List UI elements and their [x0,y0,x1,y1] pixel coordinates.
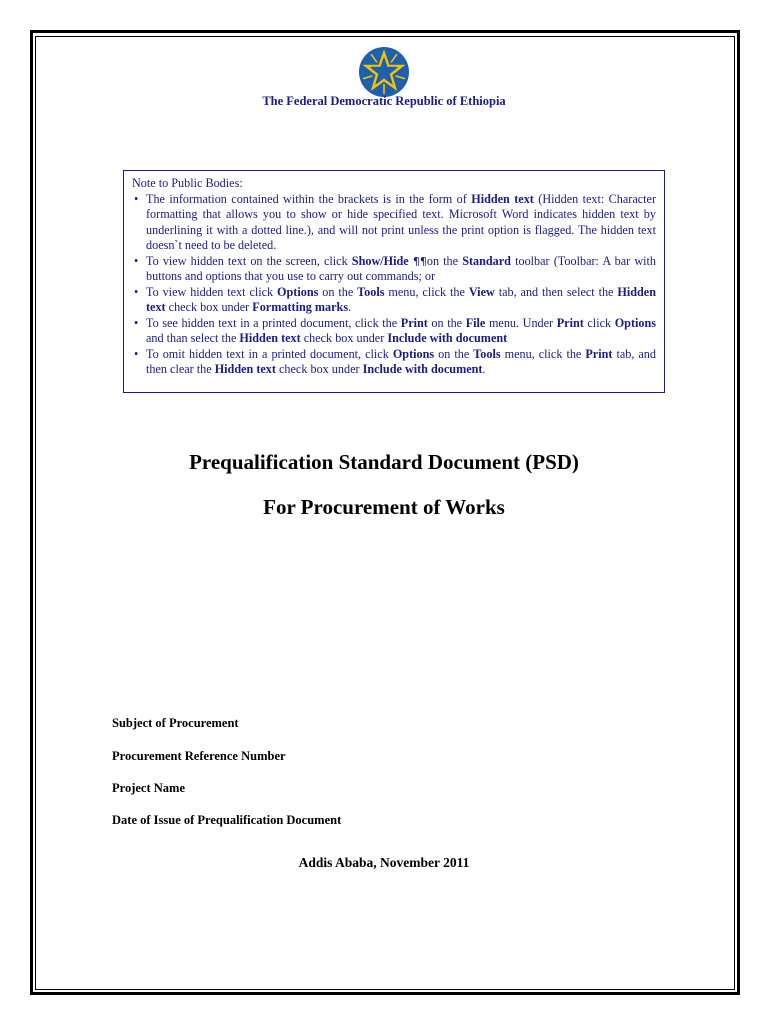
note-bold-term: Print [400,315,428,330]
note-bold-term: Options [614,315,657,330]
note-bold-term: Include with document [387,331,508,345]
note-bold-term: Tools [357,284,385,299]
note-text: check box under [275,362,363,376]
note-bold-term: Hidden text [239,331,301,345]
note-text: check box under [165,300,253,314]
note-title: Note to Public Bodies: [132,176,243,190]
document-title: Prequalification Standard Document (PSD) [189,450,579,474]
field-subject-of-procurement: Subject of Procurement [112,716,239,730]
note-text: tab, and then clear the [146,346,656,376]
note-text: click [583,315,615,330]
note-item [132,316,656,347]
note-bold-term: Hidden text [146,284,656,314]
note-text: tab, and then select the [494,284,618,299]
note-bold-term: Formatting marks [252,300,349,314]
note-item [132,347,656,378]
republic-name: The Federal Democratic Republic of Ethiopia [262,94,506,108]
note-text: (Hidden text: Character formatting that allows you to show or hide specified text. Microsoft Word indicates hidden text by underlining it with a dotted line.), and will not print unless the print option is flagged. The hidden text doesn`t need to be deleted. [146,191,657,252]
show-hide-pilcrow-icon: ¶¶ [412,254,427,268]
note-bold-term: View [468,284,495,299]
note-text: on the [426,253,463,268]
note-bold-term: Hidden text [214,362,276,376]
note-text: menu. Under [485,315,557,330]
note-bold-term: Print [556,315,584,330]
note-text: To view hidden text on the screen, click [146,253,352,268]
note-text: . [482,362,486,376]
note-bold-term: Standard [462,253,511,268]
note-bold-term: Show/Hide [351,253,409,268]
note-bold-term: Include with document [362,362,483,376]
note-text: and than select the [146,331,240,345]
note-text: on the [427,315,466,330]
note-text: menu, click the [384,284,469,299]
note-text: on the [318,284,358,299]
note-text: To omit hidden text in a printed document, click [146,346,393,361]
field-date-of-issue: Date of Issue of Prequalification Document [112,813,342,827]
place-and-date: Addis Ababa, November 2011 [298,855,470,870]
hidden-text-note-box [123,170,665,393]
note-list [132,192,656,378]
field-project-name: Project Name [112,781,185,795]
note-bold-term: Print [585,346,613,361]
note-text: on the [434,346,474,361]
field-procurement-reference-number: Procurement Reference Number [112,749,286,763]
document-subtitle: For Procurement of Works [263,495,505,519]
note-text: The information contained within the brackets is in the form of [146,191,472,206]
note-item [132,285,656,316]
note-bold-term: Hidden text [471,191,534,206]
note-text: . [348,300,352,314]
note-text: To view hidden text click [146,284,278,299]
note-bold-term: Options [277,284,319,299]
note-item [132,192,656,254]
note-bold-term: File [465,315,486,330]
note-item [132,254,656,285]
note-bold-term: Tools [473,346,501,361]
note-text: toolbar (Toolbar: A bar with buttons and options that you use to carry out commands; or [146,253,656,283]
note-text: To see hidden text in a printed document, click the [146,315,401,330]
note-text: menu, click the [500,346,586,361]
note-text: check box under [300,331,388,345]
note-bold-term: Options [392,346,435,361]
ethiopian-emblem-star-icon [358,46,410,98]
